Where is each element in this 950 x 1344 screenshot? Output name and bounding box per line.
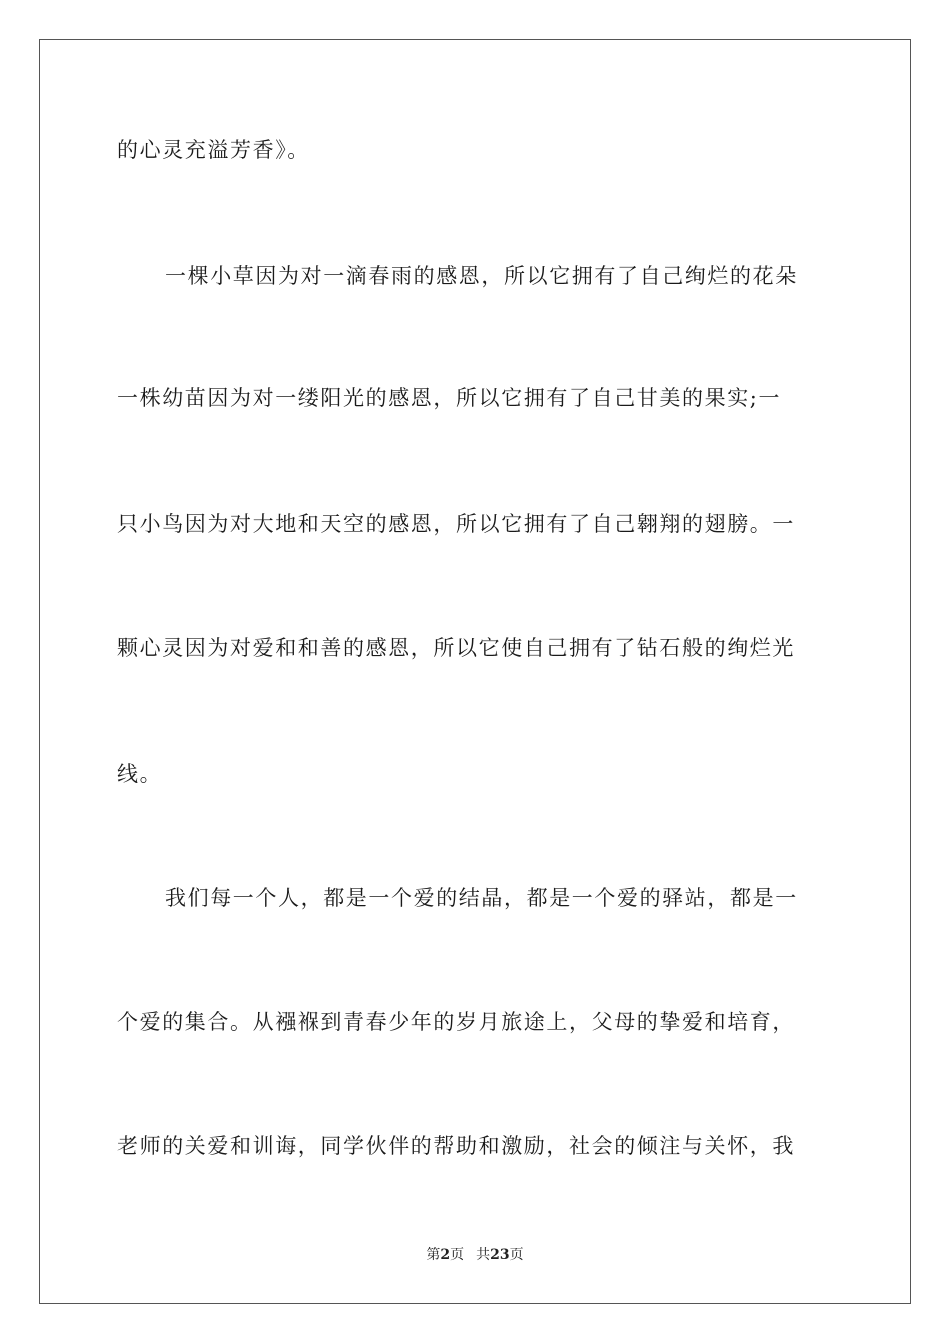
page-footer	[0, 1246, 950, 1264]
body-line-2: 一棵小草因为对一滴春雨的感恩，所以它拥有了自己绚烂的花朵	[165, 264, 798, 288]
body-line-4: 只小鸟因为对大地和天空的感恩，所以它拥有了自己翱翔的翅膀。一	[117, 512, 795, 536]
footer-page-suffix: 页	[450, 1247, 465, 1263]
body-line-3: 一株幼苗因为对一缕阳光的感恩，所以它拥有了自己甘美的果实;一	[117, 386, 782, 410]
body-line-6: 线。	[117, 762, 163, 786]
page-border	[39, 39, 911, 1304]
body-line-5: 颗心灵因为对爱和和善的感恩，所以它使自己拥有了钻石般的绚烂光	[117, 636, 795, 660]
body-line-7: 我们每一个人，都是一个爱的结晶，都是一个爱的驿站，都是一	[165, 886, 798, 910]
footer-total-suffix: 页	[509, 1247, 524, 1263]
footer-page-number: 2	[440, 1247, 451, 1263]
footer-total-prefix: 共	[476, 1247, 491, 1263]
body-line-9: 老师的关爱和训诲，同学伙伴的帮助和激励，社会的倾注与关怀，我	[117, 1134, 795, 1158]
footer-total-pages: 23	[490, 1247, 510, 1263]
body-line-1: 的心灵充溢芳香》。	[117, 138, 310, 162]
body-line-8: 个爱的集合。从襁褓到青春少年的岁月旅途上，父母的挚爱和培育，	[117, 1010, 795, 1034]
footer-page-prefix: 第	[426, 1247, 441, 1263]
